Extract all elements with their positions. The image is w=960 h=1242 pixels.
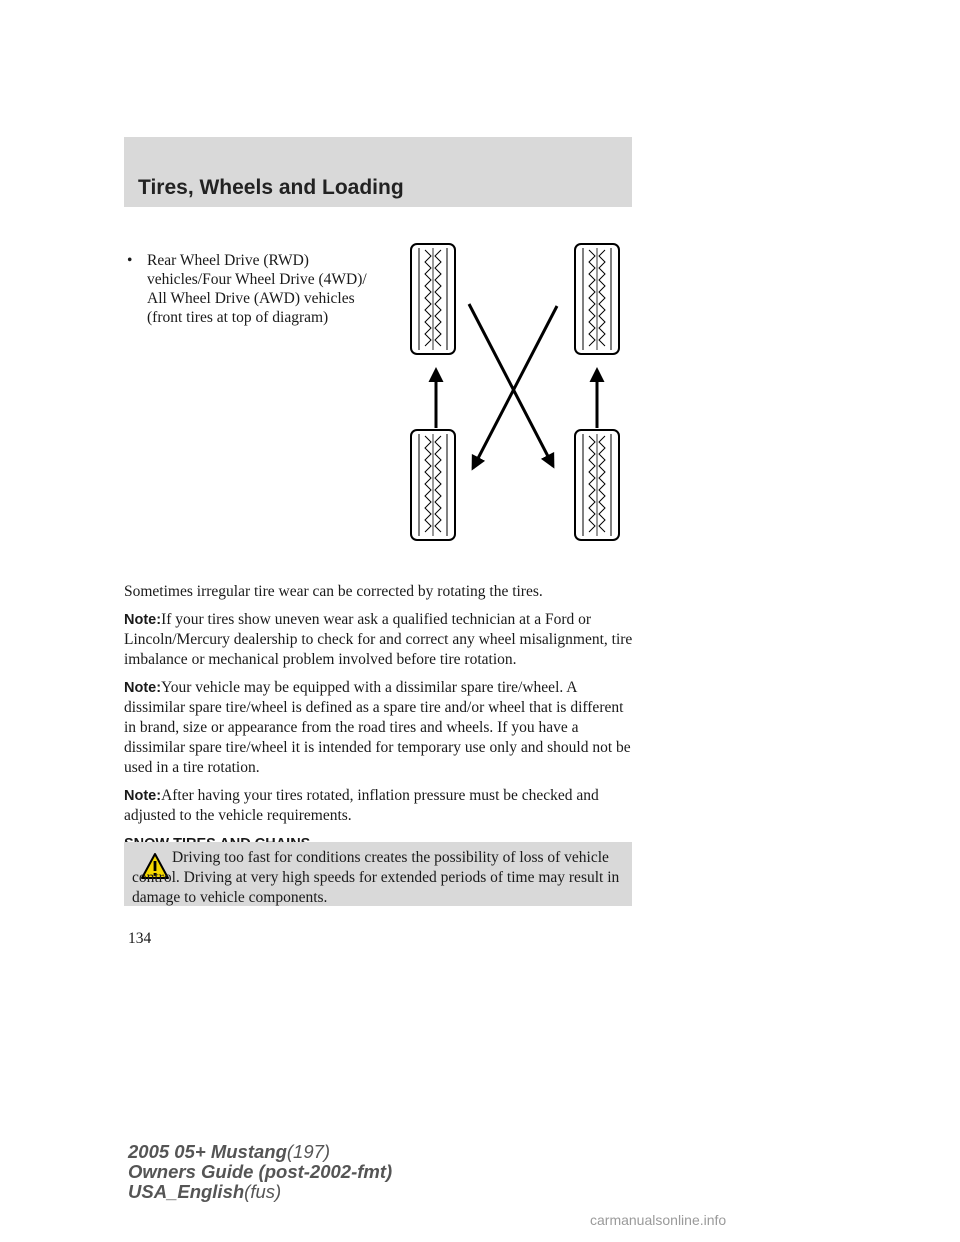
warning-text: Driving too fast for conditions creates the possibility of loss of vehicle control. Driving at very high speeds for extended periods of time may result in damage to vehicle components. [132,849,620,906]
page-title: Tires, Wheels and Loading [138,176,404,199]
note-text: Your vehicle may be equipped with a dissimilar spare tire/wheel. A dissimilar spare tire/wheel is defined as a spare tire and/or wheel that is different in brand, size or appearance from the road tires and wheels. If you have a dissimilar spare tire/wheel it is intended for temporary use only and should not be used in a tire rotation. [124,679,631,776]
note-uneven-wear [124,610,636,670]
footer-line-3: USA_English(fus) [128,1181,282,1202]
bullet-item [127,251,377,327]
arrow-front-left-to-rear-right [469,304,553,466]
bullet-text: Rear Wheel Drive (RWD) vehicles/Four Wheel Drive (4WD)/ All Wheel Drive (AWD) vehicles (front tires at top of diagram) [147,252,367,326]
note-inflation [124,786,636,826]
note-dissimilar-spare [124,678,636,778]
watermark: carmanualsonline.info [590,1212,727,1228]
bullet-symbol: • [127,252,133,269]
note-text: After having your tires rotated, inflation pressure must be checked and adjusted to the vehicle requirements. [124,787,599,824]
tire-rotation-diagram [405,238,635,543]
warning-box [124,842,632,906]
front-left-tire [411,244,455,354]
footer [128,1142,392,1202]
note-label: Note: [124,612,162,628]
rear-left-tire [411,430,455,540]
page-number: 134 [128,930,152,947]
footer-line-2: Owners Guide (post-2002-fmt) [128,1161,393,1182]
arrow-front-right-to-rear-left [473,306,557,468]
note-text: If your tires show uneven wear ask a qualified technician at a Ford or Lincoln/Mercury dealership to check for and correct any wheel misalignment, tire imbalance or mechanical problem involved before tire rotation. [124,611,633,668]
body-text [124,582,636,866]
paragraph-rotation: Sometimes irregular tire wear can be corrected by rotating the tires. [124,583,543,600]
footer-line-1: 2005 05+ Mustang(197) [128,1141,331,1162]
front-right-tire [575,244,619,354]
rear-right-tire [575,430,619,540]
note-label: Note: [124,788,162,804]
note-label: Note: [124,680,162,696]
